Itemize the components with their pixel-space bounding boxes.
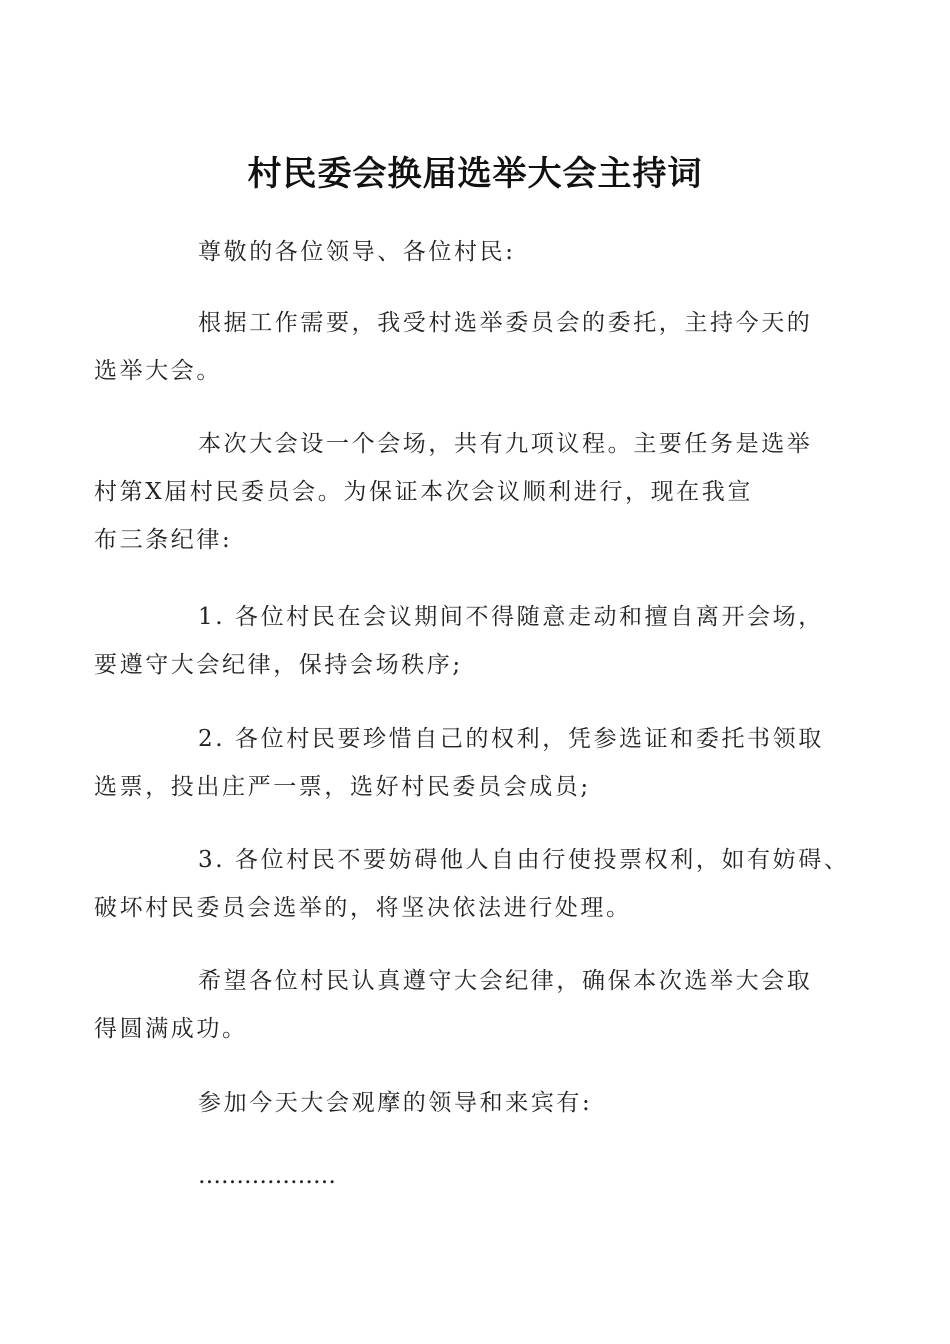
salutation-paragraph xyxy=(146,228,810,276)
rule-1-paragraph xyxy=(94,593,824,689)
paragraph-line: 选票，投出庄严一票，选好村民委员会成员; xyxy=(94,774,591,800)
document-title: 村民委会换届选举大会主持词 xyxy=(247,154,703,194)
paragraph-line: 本次大会设一个会场，共有九项议程。主要任务是选举 xyxy=(198,431,813,457)
paragraph-line: 村第X届村民委员会。为保证本次会议顺利进行，现在我宣 xyxy=(94,479,753,505)
paragraph-line: 要遵守大会纪律，保持会场秩序; xyxy=(94,652,463,678)
agenda-paragraph xyxy=(94,420,813,564)
paragraph-line: 尊敬的各位领导、各位村民: xyxy=(198,239,516,265)
guests-list-placeholder xyxy=(146,1152,810,1200)
paragraph-line: 根据工作需要，我受村选举委员会的委托，主持今天的 xyxy=(198,310,813,336)
closing-paragraph xyxy=(94,957,813,1053)
intro-paragraph xyxy=(94,299,813,395)
paragraph-line: 选举大会。 xyxy=(94,358,222,384)
paragraph-line: 得圆满成功。 xyxy=(94,1016,248,1042)
paragraph-line: 布三条纪律: xyxy=(94,527,233,553)
rule-3-paragraph xyxy=(94,836,850,932)
paragraph-line: 1. 各位村民在会议期间不得随意走动和擅自离开会场， xyxy=(198,604,824,630)
paragraph-line: 参加今天大会观摩的领导和来宾有: xyxy=(198,1090,593,1116)
paragraph-line: 3. 各位村民不要妨碍他人自由行使投票权利，如有妨碍、 xyxy=(198,847,850,873)
rule-2-paragraph xyxy=(94,715,824,811)
paragraph-line: 破坏村民委员会选举的，将坚决依法进行处理。 xyxy=(94,895,632,921)
guests-paragraph xyxy=(146,1079,810,1127)
paragraph-line: 2. 各位村民要珍惜自己的权利，凭参选证和委托书领取 xyxy=(198,726,824,752)
paragraph-line: ……………… xyxy=(198,1163,336,1189)
paragraph-line: 希望各位村民认真遵守大会纪律，确保本次选举大会取 xyxy=(198,968,813,994)
